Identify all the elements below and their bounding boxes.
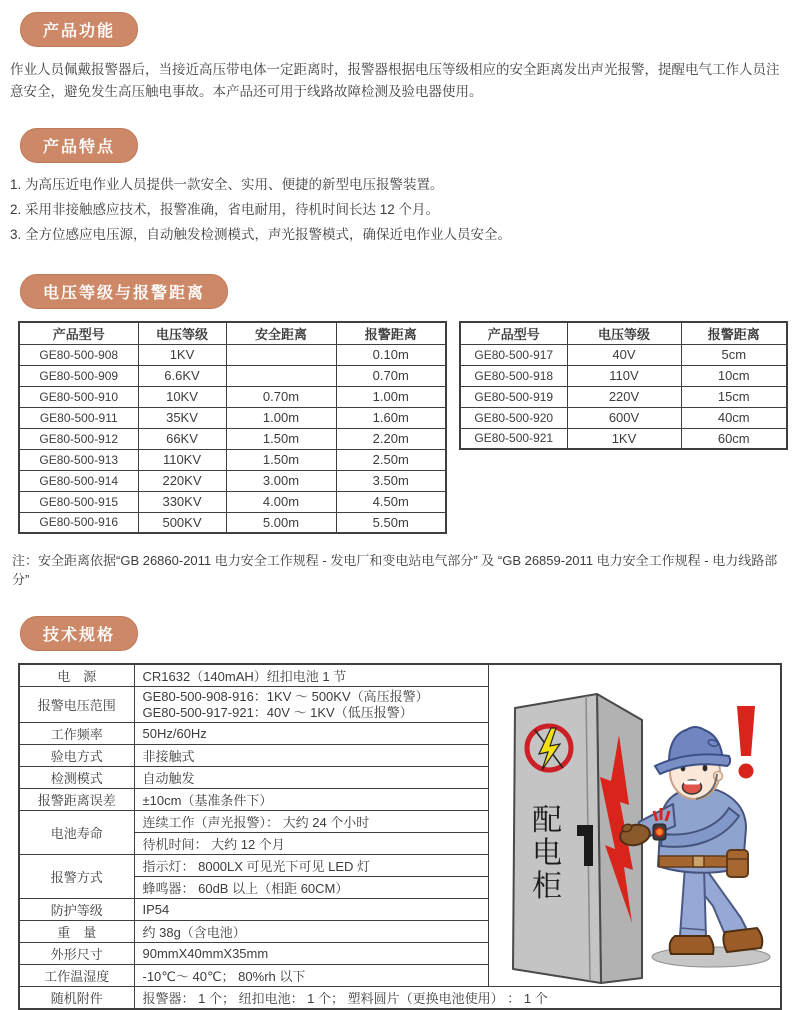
svg-text:配: 配 [531,804,562,838]
table-cell: 6.6KV [138,365,226,386]
table-cell: GE80-500-915 [19,491,138,512]
column-header: 电压等级 [138,322,226,344]
spec-label: 检测模式 [19,767,134,789]
table-cell: GE80-500-909 [19,365,138,386]
spec-value: ±10cm（基准条件下） [134,789,488,811]
table-cell: 15cm [681,386,787,407]
table-cell: 1.00m [336,386,446,407]
table-cell: 1.60m [336,407,446,428]
table-row [460,365,787,386]
safety-illustration [489,680,780,986]
table-cell: 66KV [138,428,226,449]
feature-item: 1. 为高压近电作业人员提供一款安全、实用、便捷的新型电压报警装置。 [10,177,444,193]
high-voltage-table [18,321,447,534]
spec-value: IP54 [134,899,488,921]
table-row [19,512,446,533]
table-row [460,344,787,365]
spec-value: -10℃～ 40℃； 80%rh 以下 [134,965,488,987]
table-row [19,407,446,428]
table-row [460,386,787,407]
features-list [10,173,790,248]
svg-text:柜: 柜 [531,870,562,904]
spec-value: 连续工作（声光报警）： 大约 24 个小时 [134,811,488,833]
table-cell: 1KV [567,428,681,449]
spec-label: 工作温湿度 [19,965,134,987]
table-cell: GE80-500-921 [460,428,567,449]
table-row [19,428,446,449]
table-row [460,407,787,428]
spec-value: 约 38g（含电池） [134,921,488,943]
table-cell: 10KV [138,386,226,407]
section-product-features [10,128,790,248]
column-header: 安全距离 [226,322,336,344]
table-cell: 5.00m [226,512,336,533]
table-cell: 0.10m [336,344,446,365]
table-header-row [460,322,787,344]
spec-row [19,664,781,687]
spec-value: 50Hz/60Hz [134,723,488,745]
table-cell: 500KV [138,512,226,533]
table-cell [226,344,336,365]
table-cell: 1.50m [226,449,336,470]
spec-label: 报警方式 [19,855,134,899]
spec-row [19,987,781,1010]
table-cell: 60cm [681,428,787,449]
section-badge-specs: 技术规格 [20,616,138,651]
spec-value: 待机时间： 大约 12 个月 [134,833,488,855]
table-row [19,491,446,512]
table-cell: 2.50m [336,449,446,470]
table-row [19,386,446,407]
spec-table [18,663,782,1010]
spec-value: 指示灯： 8000LX 可见光下可见 LED 灯 [134,855,488,877]
table-cell: 3.50m [336,470,446,491]
table-cell: 35KV [138,407,226,428]
safety-illustration-cell [488,664,781,987]
table-cell: GE80-500-913 [19,449,138,470]
spec-label: 重 量 [19,921,134,943]
spec-value: 非接触式 [134,745,488,767]
low-voltage-table [459,321,788,450]
column-header: 电压等级 [567,322,681,344]
spec-value: CR1632（140mAH）纽扣电池 1 节 [134,664,488,687]
feature-item: 3. 全方位感应电压源，自动触发检测模式，声光报警模式，确保近电作业人员安全。 [10,227,512,243]
spec-label: 报警距离误差 [19,789,134,811]
table-cell: 220V [567,386,681,407]
spec-value: 90mmX40mmX35mm [134,943,488,965]
table-row [19,470,446,491]
table-cell: GE80-500-918 [460,365,567,386]
table-header-row [19,322,446,344]
spec-value: 蜂鸣器： 60dB 以上（相距 60CM） [134,877,488,899]
table-row [19,365,446,386]
table-row [19,449,446,470]
spec-label: 验电方式 [19,745,134,767]
table-cell: 0.70m [226,386,336,407]
table-cell: 5cm [681,344,787,365]
section-product-function [10,12,790,102]
table-cell: 4.50m [336,491,446,512]
spec-label: 报警电压范围 [19,687,134,723]
table-cell: 5.50m [336,512,446,533]
open-mouth [682,780,701,794]
spec-label: 工作频率 [19,723,134,745]
column-header: 报警距离 [681,322,787,344]
voltage-tables-row [18,321,790,534]
table-cell: GE80-500-912 [19,428,138,449]
spec-label: 电 源 [19,664,134,687]
table-cell: 1.00m [226,407,336,428]
section-badge-voltage: 电压等级与报警距离 [20,274,228,309]
table-cell: 110V [567,365,681,386]
table-cell: 1KV [138,344,226,365]
table-cell: GE80-500-916 [19,512,138,533]
table-cell: 40V [567,344,681,365]
table-cell: GE80-500-919 [460,386,567,407]
table-cell: 4.00m [226,491,336,512]
spec-label: 防护等级 [19,899,134,921]
table-cell: GE80-500-908 [19,344,138,365]
svg-text:电: 电 [531,837,562,871]
section-badge-features: 产品特点 [20,128,138,163]
spec-value: 自动触发 [134,767,488,789]
feature-item: 2. 采用非接触感应技术，报警准确，省电耐用，待机时间长达 12 个月。 [10,202,440,218]
safety-distance-note: 注：安全距离依据“GB 26860-2011 电力安全工作规程 - 发电厂和变电站电气部分” 及 “GB 26859-2011 电力安全工作规程 - 电力线路部分” [12,553,778,588]
spec-label: 随机附件 [19,987,134,1010]
table-cell: 330KV [138,491,226,512]
table-cell: 110KV [138,449,226,470]
section-tech-specs [10,616,790,1010]
table-cell: 1.50m [226,428,336,449]
table-cell: 0.70m [336,365,446,386]
belt-buckle [693,856,704,867]
table-cell: GE80-500-911 [19,407,138,428]
table-cell: GE80-500-910 [19,386,138,407]
table-cell: 600V [567,407,681,428]
table-row [19,344,446,365]
column-header: 产品型号 [19,322,138,344]
cabinet-label [532,804,562,903]
table-cell: 10cm [681,365,787,386]
spec-label: 电池寿命 [19,811,134,855]
spec-label: 外形尺寸 [19,943,134,965]
function-description: 作业人员佩戴报警器后，当接近高压带电体一定距离时，报警器根据电压等级相应的安全距离发出声光报警，提醒电气工作人员注意安全，避免发生高压触电事故。本产品还可用于线路故障检测及验电器使用。 [10,62,780,99]
section-badge-function: 产品功能 [20,12,138,47]
table-cell: GE80-500-920 [460,407,567,428]
table-cell [226,365,336,386]
table-row [460,428,787,449]
table-cell: 3.00m [226,470,336,491]
column-header: 报警距离 [336,322,446,344]
table-cell: GE80-500-914 [19,470,138,491]
spec-value [134,687,488,723]
table-cell: 2.20m [336,428,446,449]
tool-pouch [727,850,748,877]
spec-value: 报警器： 1 个； 纽扣电池： 1 个； 塑料圆片（更换电池使用） ： 1 个 [134,987,781,1010]
spec-value-line: GE80-500-908-916：1KV ～ 500KV（高压报警） [142,688,429,704]
column-header: 产品型号 [460,322,567,344]
exclamation-icon [737,706,755,779]
table-cell: 220KV [138,470,226,491]
spec-value-line: GE80-500-917-921：40V ～ 1KV（低压报警） [142,704,413,720]
section-voltage-distance [10,274,790,588]
table-cell: GE80-500-917 [460,344,567,365]
table-cell: 40cm [681,407,787,428]
ear [713,772,722,781]
